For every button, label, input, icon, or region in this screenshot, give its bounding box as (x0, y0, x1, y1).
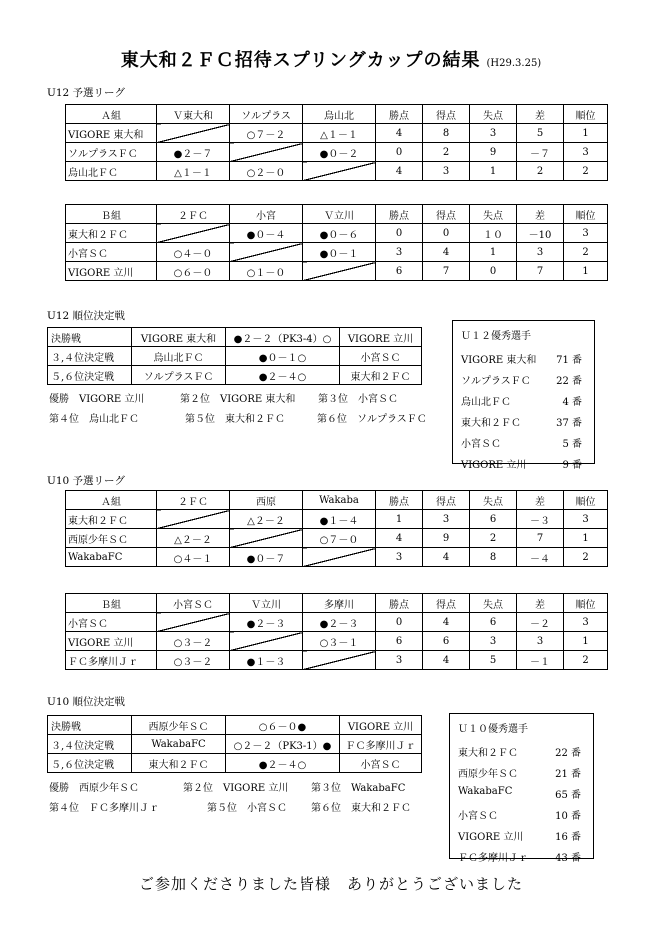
header-cell: 勝点 (376, 491, 423, 510)
header-cell: 烏山北 (303, 105, 376, 124)
u10-rank-1: 優勝 西原少年ＳＣ (49, 783, 139, 794)
mvp-team: 東大和２ＦＣ (461, 418, 521, 429)
table-cell: ○３－１ (303, 632, 376, 651)
u12-final-label: U12 順位決定戦 (47, 310, 126, 322)
table-cell: 3 (423, 510, 470, 529)
score-cell: ●０－１○ (226, 347, 340, 366)
table-cell: 0 (376, 143, 423, 162)
team-cell: VIGORE 立川 (340, 716, 422, 735)
diagonal-cell (157, 510, 230, 529)
diagonal-cell (230, 143, 303, 162)
table-cell: ○７－０ (303, 529, 376, 548)
diagonal-cell (303, 548, 376, 567)
table-cell: 4 (376, 529, 423, 548)
footer-thanks: ご参加くださりました皆様 ありがとうございました (138, 875, 523, 893)
team-cell: 東大和２ＦＣ (66, 224, 157, 243)
u10-rank-6: 第６位 東大和２ＦＣ (311, 803, 411, 814)
table-cell: 2 (564, 243, 608, 262)
table-cell: ●０－７ (230, 548, 303, 567)
table-cell: 3 (470, 124, 517, 143)
header-cell: ２ＦＣ (157, 491, 230, 510)
match-type-cell: 決勝戦 (48, 716, 132, 735)
table-cell: ●２－３ (303, 613, 376, 632)
team-cell: VIGORE 東大和 (132, 328, 226, 347)
u12-b-table (65, 204, 608, 281)
header-cell: Ａ組 (66, 491, 157, 510)
header-cell: 得点 (423, 491, 470, 510)
table-cell: 4 (423, 613, 470, 632)
mvp-number: 22 番 (555, 748, 581, 759)
mvp-number: 37 番 (556, 418, 582, 429)
table-cell: ○３－２ (157, 651, 230, 670)
table-cell: ●０－６ (303, 224, 376, 243)
mvp-number: 65 番 (555, 790, 581, 801)
u12-a-header-row (66, 105, 608, 124)
table-cell: 4 (423, 548, 470, 567)
score-cell: ●２－２（PK3-4）○ (226, 328, 340, 347)
mvp-team: 小宮ＳＣ (461, 439, 501, 450)
table-cell: 0 (470, 262, 517, 281)
table-row (48, 328, 422, 347)
table-row (48, 754, 422, 773)
table-cell: 9 (470, 143, 517, 162)
u10-final-table (47, 715, 422, 773)
team-cell: 東大和２ＦＣ (132, 754, 226, 773)
table-cell: 6 (423, 632, 470, 651)
mvp-number: 9 番 (562, 460, 582, 471)
header-cell: Wakaba (303, 491, 376, 510)
header-cell: 得点 (423, 594, 470, 613)
u10-final-label: U10 順位決定戦 (47, 696, 126, 708)
table-cell: 4 (423, 651, 470, 670)
table-cell: －１ (517, 651, 564, 670)
header-cell: Ａ組 (66, 105, 157, 124)
title-text: 東大和２ＦＣ招待スプリングカップの結果 (120, 50, 481, 71)
table-cell: 0 (376, 224, 423, 243)
table-cell: ○２－０ (230, 162, 303, 181)
header-cell: 多摩川 (303, 594, 376, 613)
table-cell: 1 (564, 124, 608, 143)
table-cell: 8 (423, 124, 470, 143)
u10-rank-2: 第２位 VIGORE 立川 (183, 783, 289, 794)
table-cell: 7 (517, 529, 564, 548)
table-row (66, 529, 608, 548)
u10-rank-4: 第４位 ＦＣ多摩川Ｊｒ (49, 803, 159, 814)
mvp-number: 5 番 (562, 439, 582, 450)
team-cell: 烏山北ＦＣ (132, 347, 226, 366)
mvp-number: 4 番 (562, 397, 582, 408)
u12-rank-1: 優勝 VIGORE 立川 (49, 394, 145, 405)
table-cell: 1 (564, 529, 608, 548)
table-cell: ●１－３ (230, 651, 303, 670)
table-cell: 3 (376, 548, 423, 567)
table-cell: 6 (376, 632, 423, 651)
match-type-cell: 決勝戦 (48, 328, 132, 347)
table-cell: ○３－２ (157, 632, 230, 651)
table-row (66, 124, 608, 143)
mvp-team: WakabaFC (458, 786, 513, 797)
mvp-team: VIGORE 東大和 (461, 355, 537, 366)
team-cell: ソルプラスＦＣ (66, 143, 157, 162)
mvp-number: 43 番 (555, 853, 581, 864)
table-cell: 1 (376, 510, 423, 529)
table-cell: －３ (517, 510, 564, 529)
table-cell: 5 (517, 124, 564, 143)
diagonal-cell (230, 529, 303, 548)
table-cell: 3 (376, 243, 423, 262)
table-row (66, 243, 608, 262)
header-cell: 得点 (423, 205, 470, 224)
table-cell: 0 (376, 613, 423, 632)
table-cell: 1 (470, 243, 517, 262)
table-cell: ○４－１ (157, 548, 230, 567)
team-cell: VIGORE 立川 (340, 328, 422, 347)
table-row (66, 162, 608, 181)
table-cell: ●０－１ (303, 243, 376, 262)
table-cell: 4 (423, 243, 470, 262)
team-cell: VIGORE 立川 (66, 632, 157, 651)
table-cell: 3 (470, 632, 517, 651)
table-cell: 8 (470, 548, 517, 567)
diagonal-cell (157, 613, 230, 632)
table-cell: 2 (564, 548, 608, 567)
table-cell: ●０－２ (303, 143, 376, 162)
match-type-cell: ３,４位決定戦 (48, 735, 132, 754)
header-cell: 順位 (564, 491, 608, 510)
header-cell: 順位 (564, 205, 608, 224)
table-cell: 4 (376, 162, 423, 181)
header-cell: Ｖ立川 (230, 594, 303, 613)
table-cell: 7 (517, 262, 564, 281)
table-row (48, 735, 422, 754)
table-cell: 5 (470, 651, 517, 670)
u10-a-table (65, 490, 608, 567)
mvp-number: 16 番 (555, 832, 581, 843)
table-row (48, 347, 422, 366)
team-cell: 東大和２ＦＣ (340, 366, 422, 385)
team-cell: ソルプラスＦＣ (132, 366, 226, 385)
u10-a-header-row (66, 491, 608, 510)
page-title (0, 46, 662, 72)
table-cell: １０ (470, 224, 517, 243)
diagonal-cell (303, 262, 376, 281)
score-cell: ●２－４○ (226, 366, 340, 385)
table-cell: ●２－３ (230, 613, 303, 632)
mvp-team: ソルプラスＦＣ (461, 376, 531, 387)
u10-b-header-row (66, 594, 608, 613)
table-cell: 3 (376, 651, 423, 670)
team-cell: VIGORE 立川 (66, 262, 157, 281)
table-cell: －４ (517, 548, 564, 567)
header-cell: 差 (517, 491, 564, 510)
mvp-team: 東大和２ＦＣ (458, 748, 518, 759)
match-type-cell: ５,６位決定戦 (48, 754, 132, 773)
mvp-number: 22 番 (556, 376, 582, 387)
table-row (66, 632, 608, 651)
header-cell: ２ＦＣ (157, 205, 230, 224)
table-cell: △２－２ (157, 529, 230, 548)
u12-b-header-row (66, 205, 608, 224)
team-cell: 小宮ＳＣ (340, 347, 422, 366)
mvp-team: 小宮ＳＣ (458, 811, 498, 822)
table-row (66, 224, 608, 243)
u12-rank-2: 第２位 VIGORE 東大和 (180, 394, 296, 405)
table-row (48, 716, 422, 735)
mvp-team: 烏山北ＦＣ (461, 397, 511, 408)
table-cell: △１－１ (303, 124, 376, 143)
u10-rank-5: 第５位 小宮ＳＣ (207, 803, 287, 814)
title-date: (H29.3.25) (486, 58, 542, 69)
diagonal-cell (230, 632, 303, 651)
table-cell: 3 (564, 613, 608, 632)
table-cell: ●０－４ (230, 224, 303, 243)
header-cell: 小宮ＳＣ (157, 594, 230, 613)
u10-prelim-label: U10 予選リーグ (47, 475, 126, 487)
header-cell: 失点 (470, 594, 517, 613)
header-cell: 勝点 (376, 205, 423, 224)
team-cell: ＦＣ多摩川Ｊｒ (66, 651, 157, 670)
mvp-team: 西原少年ＳＣ (458, 769, 518, 780)
u12-a-table (65, 104, 608, 181)
u12-rank-5: 第５位 東大和２ＦＣ (185, 414, 285, 425)
table-cell: 2 (564, 162, 608, 181)
header-cell: 失点 (470, 491, 517, 510)
table-row (66, 262, 608, 281)
header-cell: 差 (517, 594, 564, 613)
match-type-cell: ５,６位決定戦 (48, 366, 132, 385)
score-cell: ○２－２（PK3-1）● (226, 735, 340, 754)
header-cell: 勝点 (376, 594, 423, 613)
team-cell: 小宮ＳＣ (66, 243, 157, 262)
table-cell: 1 (564, 632, 608, 651)
diagonal-cell (303, 162, 376, 181)
header-cell: ソルプラス (230, 105, 303, 124)
header-cell: 順位 (564, 105, 608, 124)
header-cell: 差 (517, 205, 564, 224)
table-row (48, 366, 422, 385)
header-cell: 失点 (470, 105, 517, 124)
u12-rank-4: 第４位 烏山北ＦＣ (49, 414, 139, 425)
team-cell: VIGORE 東大和 (66, 124, 157, 143)
team-cell: WakabaFC (66, 548, 157, 567)
table-cell: ○１－０ (230, 262, 303, 281)
mvp-number: 71 番 (556, 355, 582, 366)
header-cell: Ｂ組 (66, 205, 157, 224)
table-cell: 2 (470, 529, 517, 548)
table-cell: 2 (564, 651, 608, 670)
team-cell: 小宮ＳＣ (340, 754, 422, 773)
table-cell: 6 (376, 262, 423, 281)
table-cell: △２－２ (230, 510, 303, 529)
u12-mvp-box (452, 320, 595, 471)
table-cell: －２ (517, 613, 564, 632)
mvp-number: 10 番 (555, 811, 581, 822)
table-row (66, 143, 608, 162)
header-cell: Ｖ立川 (303, 205, 376, 224)
table-cell: 3 (564, 143, 608, 162)
diagonal-cell (230, 243, 303, 262)
u10-mvp-title: Ｕ１０優秀選手 (458, 724, 528, 735)
table-row (66, 510, 608, 529)
table-cell: 3 (517, 243, 564, 262)
u12-rank-6: 第６位 ソルプラスＦＣ (317, 414, 427, 425)
table-cell: ○７－２ (230, 124, 303, 143)
team-cell: 西原少年ＳＣ (132, 716, 226, 735)
table-cell: 0 (423, 224, 470, 243)
table-cell: 6 (470, 613, 517, 632)
table-cell: ●２－７ (157, 143, 230, 162)
header-cell: 差 (517, 105, 564, 124)
team-cell: 西原少年ＳＣ (66, 529, 157, 548)
table-cell: 3 (423, 162, 470, 181)
table-cell: ○６－０ (157, 262, 230, 281)
table-cell: 1 (564, 262, 608, 281)
score-cell: ●２－４○ (226, 754, 340, 773)
table-cell: 2 (423, 143, 470, 162)
u10-mvp-box (449, 713, 594, 864)
match-type-cell: ３,４位決定戦 (48, 347, 132, 366)
table-cell: 6 (470, 510, 517, 529)
header-cell: 西原 (230, 491, 303, 510)
u12-rank-3: 第３位 小宮ＳＣ (318, 394, 398, 405)
table-cell: 1 (470, 162, 517, 181)
header-cell: 失点 (470, 205, 517, 224)
diagonal-cell (157, 224, 230, 243)
diagonal-cell (303, 651, 376, 670)
diagonal-cell (157, 124, 230, 143)
table-row (66, 548, 608, 567)
team-cell: 小宮ＳＣ (66, 613, 157, 632)
u10-rank-3: 第３位 WakabaFC (311, 783, 406, 794)
team-cell: WakabaFC (132, 735, 226, 754)
mvp-team: VIGORE 立川 (461, 460, 527, 471)
u12-final-table (47, 327, 422, 385)
table-cell: 3 (564, 510, 608, 529)
table-cell: 7 (423, 262, 470, 281)
table-cell: 2 (517, 162, 564, 181)
header-cell: 順位 (564, 594, 608, 613)
header-cell: 勝点 (376, 105, 423, 124)
u12-prelim-label: U12 予選リーグ (47, 87, 126, 99)
table-cell: －10 (517, 224, 564, 243)
table-row (66, 613, 608, 632)
header-cell: Ｂ組 (66, 594, 157, 613)
table-cell: 3 (564, 224, 608, 243)
table-cell: 9 (423, 529, 470, 548)
header-cell: 小宮 (230, 205, 303, 224)
u10-b-table (65, 593, 608, 670)
table-cell: ●１－４ (303, 510, 376, 529)
table-cell: －７ (517, 143, 564, 162)
mvp-team: ＦＣ多摩川Ｊｒ (458, 853, 528, 864)
table-cell: 4 (376, 124, 423, 143)
header-cell: 得点 (423, 105, 470, 124)
table-cell: 3 (517, 632, 564, 651)
table-cell: ○４－０ (157, 243, 230, 262)
mvp-number: 21 番 (555, 769, 581, 780)
team-cell: 烏山北ＦＣ (66, 162, 157, 181)
u12-mvp-title: Ｕ１２優秀選手 (461, 331, 531, 342)
table-cell: △１－１ (157, 162, 230, 181)
table-row (66, 651, 608, 670)
score-cell: ○６－０● (226, 716, 340, 735)
team-cell: ＦＣ多摩川Ｊｒ (340, 735, 422, 754)
mvp-team: VIGORE 立川 (458, 832, 524, 843)
header-cell: Ｖ東大和 (157, 105, 230, 124)
team-cell: 東大和２ＦＣ (66, 510, 157, 529)
